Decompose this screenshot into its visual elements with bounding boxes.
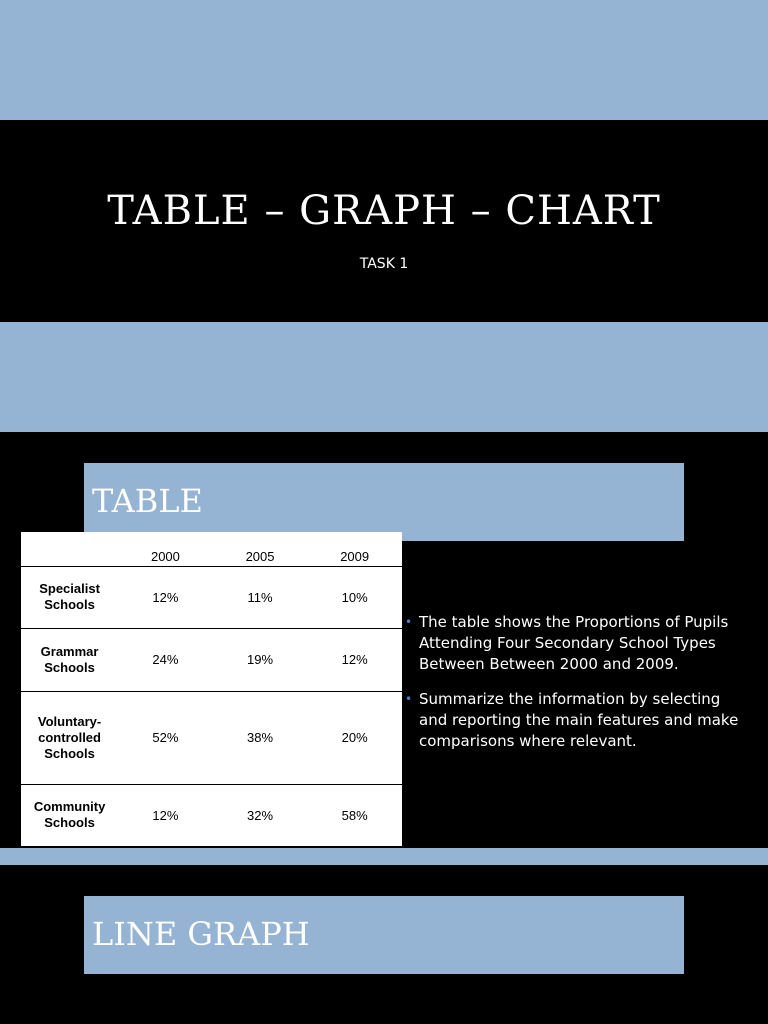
table-cell: 10%	[341, 589, 368, 605]
table-cell: 32%	[247, 807, 274, 823]
page-subtitle: TASK 1	[359, 256, 409, 272]
table-cell: 58%	[341, 807, 368, 823]
table-row	[21, 566, 402, 628]
table-row	[21, 628, 402, 691]
table-cell: 20%	[341, 730, 368, 745]
table-cell: 12%	[152, 807, 179, 823]
page-title: TABLE – GRAPH – CHART	[107, 188, 661, 234]
row-label: Specialist Schools	[39, 581, 100, 612]
line-graph-slide	[0, 865, 768, 1024]
column-header	[21, 532, 118, 566]
column-header: 2005	[245, 548, 275, 564]
list-item	[405, 612, 750, 675]
band-top	[0, 0, 768, 120]
column-header: 2000	[150, 548, 180, 564]
bullet-dot-icon: •	[405, 615, 413, 629]
table-cell: 52%	[152, 730, 179, 745]
band-low	[0, 848, 768, 865]
table-cell: 19%	[247, 652, 274, 667]
table-row	[21, 691, 402, 784]
row-label: Community Schools	[33, 799, 106, 831]
bullet-text: Summarize the information by selecting and reporting the main features and make comparisons where relevant.	[419, 690, 739, 750]
bullet-dot-icon: •	[405, 692, 413, 706]
bullet-list	[405, 612, 750, 766]
table-slide	[0, 432, 768, 848]
band-mid	[0, 322, 768, 432]
table-cell: 11%	[247, 589, 273, 605]
table-cell: 12%	[152, 589, 179, 605]
row-label: Grammar Schools	[40, 643, 99, 675]
table-header-row	[21, 532, 402, 566]
column-header: 2009	[340, 548, 370, 564]
list-item	[405, 689, 750, 752]
table-row	[21, 784, 402, 846]
bullet-text: The table shows the Proportions of Pupils Attending Four Secondary School Types Between Between 2000 and 2009.	[419, 613, 729, 673]
table-cell: 24%	[152, 652, 179, 667]
table-cell: 12%	[341, 652, 368, 667]
table-section-header: TABLE	[84, 463, 684, 541]
row-label: Voluntary-controlled Schools	[37, 713, 102, 761]
title-slide	[0, 120, 768, 322]
school-proportions-table	[21, 532, 402, 846]
table-cell: 38%	[247, 730, 274, 745]
line-graph-section-header: LINE GRAPH	[84, 896, 684, 974]
